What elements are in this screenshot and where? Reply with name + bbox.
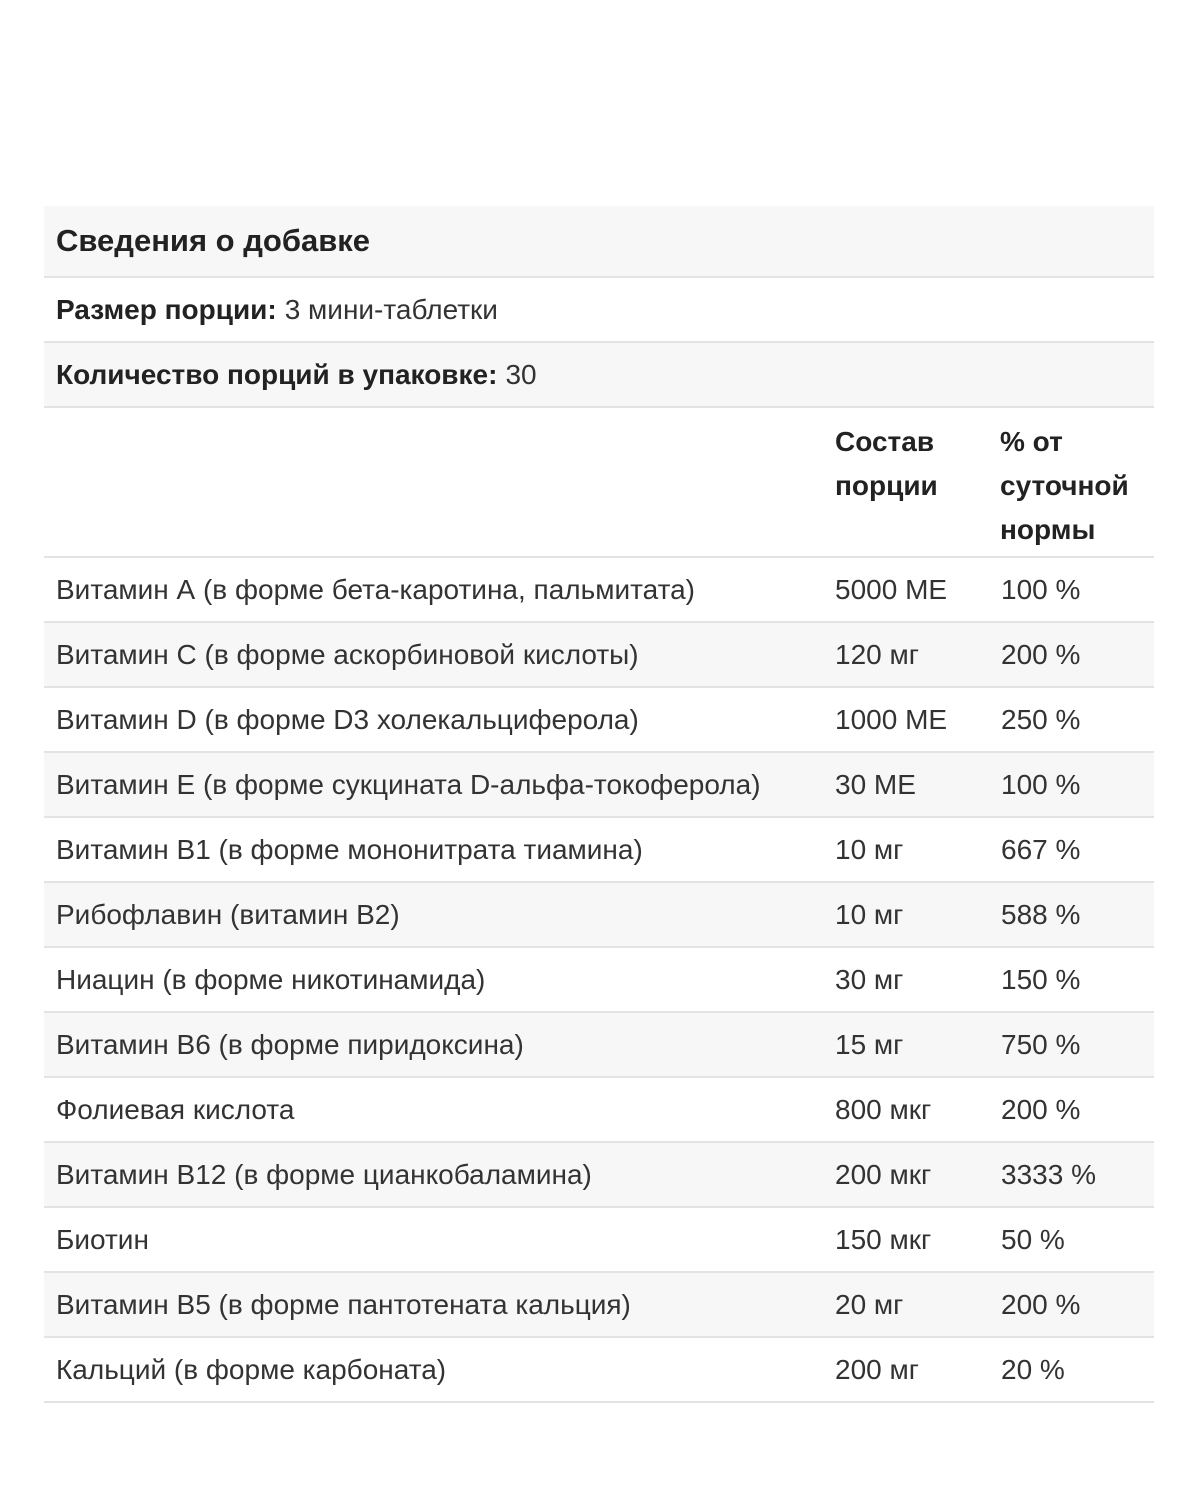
nutrient-daily-value: 50 %	[1001, 1224, 1065, 1255]
nutrient-amount: 1000 МЕ	[835, 704, 948, 735]
nutrient-name: Ниацин (в форме никотинамида)	[56, 964, 486, 995]
table-row	[44, 1208, 1154, 1273]
nutrient-daily-value: 200 %	[1001, 1094, 1081, 1125]
nutrient-name: Витамин В1 (в форме мононитрата тиамина)	[56, 834, 643, 865]
nutrient-daily-value: 100 %	[1001, 769, 1081, 800]
daily-value-header-line: суточной	[1000, 470, 1129, 501]
serving-size-label: Размер порции:	[56, 293, 277, 325]
amount-column-header	[835, 420, 985, 508]
nutrient-amount: 5000 МЕ	[835, 574, 948, 605]
amount-header-line: порции	[835, 470, 938, 501]
table-row	[44, 818, 1154, 883]
table-row	[44, 1078, 1154, 1143]
table-header	[44, 408, 1154, 558]
nutrient-amount: 10 мг	[835, 834, 904, 865]
nutrient-name: Биотин	[56, 1224, 149, 1255]
panel-title: Сведения о добавке	[56, 223, 371, 258]
servings-per-container-value: 30	[505, 358, 537, 390]
daily-value-header-line: % от	[1000, 426, 1063, 457]
nutrient-amount: 15 мг	[835, 1029, 904, 1060]
nutrient-name: Кальций (в форме карбоната)	[56, 1354, 447, 1385]
servings-per-container-row	[44, 343, 1154, 408]
table-row	[44, 623, 1154, 688]
nutrient-daily-value: 750 %	[1001, 1029, 1081, 1060]
table-row	[44, 558, 1154, 623]
supplement-facts-panel	[44, 206, 1154, 1403]
daily-value-header-line: нормы	[1000, 514, 1096, 545]
servings-per-container-label: Количество порций в упаковке:	[56, 358, 498, 390]
table-row	[44, 883, 1154, 948]
nutrient-name: Витамин В6 (в форме пиридоксина)	[56, 1029, 524, 1060]
serving-size-row	[44, 278, 1154, 343]
title-row	[44, 206, 1154, 278]
nutrient-name: Рибофлавин (витамин В2)	[56, 899, 400, 930]
nutrient-name: Витамин В5 (в форме пантотената кальция)	[56, 1289, 631, 1320]
nutrient-daily-value: 667 %	[1001, 834, 1081, 865]
table-row	[44, 688, 1154, 753]
nutrient-daily-value: 100 %	[1001, 574, 1081, 605]
nutrient-amount: 30 МЕ	[835, 769, 916, 800]
nutrient-name: Витамин С (в форме аскорбиновой кислоты)	[56, 639, 639, 670]
nutrient-name: Витамин А (в форме бета-каротина, пальмитата)	[56, 574, 695, 605]
nutrient-daily-value: 20 %	[1001, 1354, 1065, 1385]
nutrient-amount: 800 мкг	[835, 1094, 932, 1125]
nutrient-name: Витамин D (в форме D3 холекальциферола)	[56, 704, 639, 735]
table-row	[44, 1013, 1154, 1078]
table-row	[44, 753, 1154, 818]
nutrient-name: Витамин В12 (в форме цианкобаламина)	[56, 1159, 592, 1190]
daily-value-column-header	[1000, 420, 1150, 552]
nutrient-name: Витамин Е (в форме сукцината D-альфа-токоферола)	[56, 769, 761, 800]
nutrient-daily-value: 200 %	[1001, 1289, 1081, 1320]
nutrient-name: Фолиевая кислота	[56, 1094, 295, 1125]
nutrient-daily-value: 3333 %	[1001, 1159, 1096, 1190]
nutrient-amount: 200 мкг	[835, 1159, 932, 1190]
table-row	[44, 1273, 1154, 1338]
nutrient-amount: 10 мг	[835, 899, 904, 930]
table-row	[44, 1143, 1154, 1208]
amount-header-line: Состав	[835, 426, 935, 457]
nutrient-daily-value: 588 %	[1001, 899, 1081, 930]
nutrient-amount: 30 мг	[835, 964, 904, 995]
nutrient-daily-value: 150 %	[1001, 964, 1081, 995]
table-row	[44, 1338, 1154, 1403]
nutrient-amount: 20 мг	[835, 1289, 904, 1320]
nutrient-daily-value: 200 %	[1001, 639, 1081, 670]
nutrient-daily-value: 250 %	[1001, 704, 1081, 735]
nutrient-amount: 200 мг	[835, 1354, 919, 1385]
serving-size-value: 3 мини-таблетки	[284, 293, 498, 325]
nutrient-amount: 120 мг	[835, 639, 919, 670]
nutrient-amount: 150 мкг	[835, 1224, 932, 1255]
table-row	[44, 948, 1154, 1013]
